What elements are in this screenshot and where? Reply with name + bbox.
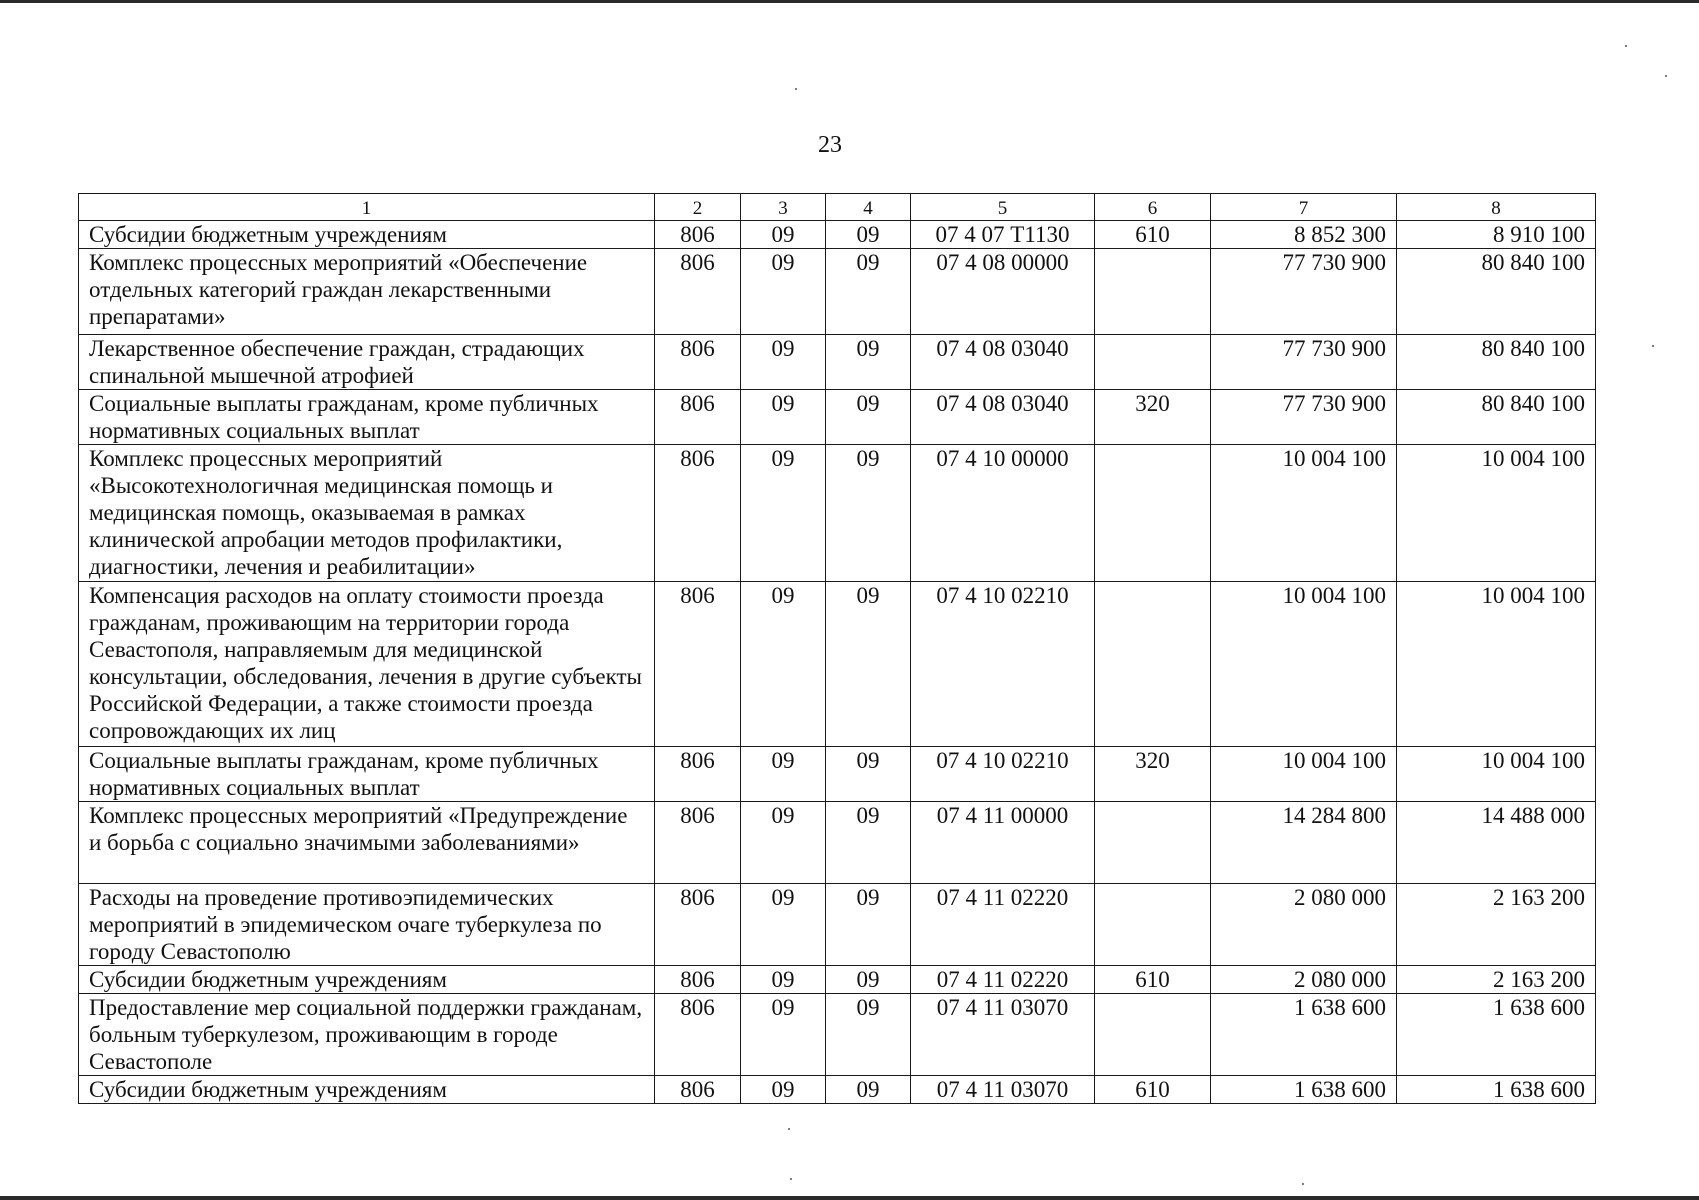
- row-code-4: 09: [826, 966, 911, 994]
- column-header-5: 5: [911, 194, 1095, 221]
- row-amount-8: 2 163 200: [1397, 966, 1596, 994]
- column-header-4: 4: [826, 194, 911, 221]
- row-amount-8: 10 004 100: [1397, 445, 1596, 582]
- row-description: Предоставление мер социальной поддержки гражданам, больным туберкулезом, проживающим в городе Севастополе: [79, 994, 655, 1076]
- top-scan-border: [0, 0, 1699, 3]
- row-code-6: [1095, 884, 1211, 966]
- row-description: Расходы на проведение противоэпидемических мероприятий в эпидемическом очаге туберкулеза по городу Севастополю: [79, 884, 655, 966]
- scan-speck: [1302, 1183, 1304, 1185]
- row-code-3: 09: [741, 249, 826, 335]
- row-code-6: [1095, 994, 1211, 1076]
- row-code-4: 09: [826, 221, 911, 249]
- scan-speck: [788, 1128, 790, 1130]
- row-amount-7: 10 004 100: [1211, 747, 1397, 802]
- column-header-3: 3: [741, 194, 826, 221]
- row-code-5: 07 4 10 02210: [911, 582, 1095, 747]
- row-code-2: 806: [655, 249, 741, 335]
- row-code-6: 610: [1095, 966, 1211, 994]
- table-row: [79, 994, 1596, 1076]
- page-number: 23: [818, 132, 842, 158]
- row-code-6: 320: [1095, 747, 1211, 802]
- scan-speck: [1625, 45, 1627, 47]
- row-amount-7: 10 004 100: [1211, 582, 1397, 747]
- row-description: Комплекс процессных мероприятий «Обеспечение отдельных категорий граждан лекарственными препаратами»: [79, 249, 655, 335]
- row-code-6: [1095, 249, 1211, 335]
- row-code-4: 09: [826, 994, 911, 1076]
- row-code-3: 09: [741, 1076, 826, 1104]
- budget-table: [78, 193, 1596, 1104]
- row-code-5: 07 4 08 03040: [911, 390, 1095, 445]
- row-amount-7: 2 080 000: [1211, 966, 1397, 994]
- row-code-6: 610: [1095, 221, 1211, 249]
- row-code-2: 806: [655, 390, 741, 445]
- row-code-5: 07 4 07 Т1130: [911, 221, 1095, 249]
- row-code-5: 07 4 11 03070: [911, 994, 1095, 1076]
- row-code-4: 09: [826, 249, 911, 335]
- row-code-6: 320: [1095, 390, 1211, 445]
- scan-speck: [790, 1178, 792, 1180]
- table-row: [79, 802, 1596, 884]
- row-code-5: 07 4 10 00000: [911, 445, 1095, 582]
- table-header-row: [79, 194, 1596, 221]
- row-code-5: 07 4 08 00000: [911, 249, 1095, 335]
- bottom-scan-border: [0, 1196, 1699, 1200]
- row-amount-7: 2 080 000: [1211, 884, 1397, 966]
- row-description: Субсидии бюджетным учреждениям: [79, 221, 655, 249]
- row-code-4: 09: [826, 802, 911, 884]
- table-row: [79, 249, 1596, 335]
- table-row: [79, 335, 1596, 390]
- row-code-3: 09: [741, 221, 826, 249]
- row-amount-7: 8 852 300: [1211, 221, 1397, 249]
- table-row: [79, 747, 1596, 802]
- table-row: [79, 221, 1596, 249]
- row-description: Комплекс процессных мероприятий «Предупреждение и борьба с социально значимыми заболеваниями»: [79, 802, 655, 884]
- row-code-5: 07 4 08 03040: [911, 335, 1095, 390]
- column-header-7: 7: [1211, 194, 1397, 221]
- column-header-2: 2: [655, 194, 741, 221]
- row-code-2: 806: [655, 582, 741, 747]
- row-amount-8: 1 638 600: [1397, 994, 1596, 1076]
- row-code-3: 09: [741, 994, 826, 1076]
- column-header-6: 6: [1095, 194, 1211, 221]
- row-code-3: 09: [741, 445, 826, 582]
- row-amount-8: 14 488 000: [1397, 802, 1596, 884]
- scan-speck: [795, 88, 797, 90]
- row-amount-7: 1 638 600: [1211, 994, 1397, 1076]
- row-code-3: 09: [741, 802, 826, 884]
- row-code-2: 806: [655, 335, 741, 390]
- scan-speck: [1652, 345, 1654, 347]
- row-code-4: 09: [826, 390, 911, 445]
- row-code-6: [1095, 335, 1211, 390]
- row-amount-8: 80 840 100: [1397, 390, 1596, 445]
- row-description: Социальные выплаты гражданам, кроме публичных нормативных социальных выплат: [79, 747, 655, 802]
- row-code-4: 09: [826, 335, 911, 390]
- row-code-2: 806: [655, 445, 741, 582]
- row-code-5: 07 4 11 02220: [911, 966, 1095, 994]
- row-code-4: 09: [826, 884, 911, 966]
- row-amount-8: 80 840 100: [1397, 249, 1596, 335]
- row-amount-8: 1 638 600: [1397, 1076, 1596, 1104]
- row-code-2: 806: [655, 747, 741, 802]
- row-code-2: 806: [655, 966, 741, 994]
- row-description: Компенсация расходов на оплату стоимости проезда гражданам, проживающим на территории города Севастополя, направляемым для медицинской консультации, обследования, лечения в другие субъекты Российской Федерации, а также стоимости проезда сопровождающих их лиц: [79, 582, 655, 747]
- table-body: [79, 194, 1596, 1104]
- row-code-3: 09: [741, 884, 826, 966]
- row-code-2: 806: [655, 994, 741, 1076]
- table-row: [79, 1076, 1596, 1104]
- table-row: [79, 966, 1596, 994]
- row-code-6: [1095, 802, 1211, 884]
- row-code-4: 09: [826, 1076, 911, 1104]
- row-description: Социальные выплаты гражданам, кроме публичных нормативных социальных выплат: [79, 390, 655, 445]
- column-header-1: 1: [79, 194, 655, 221]
- row-code-3: 09: [741, 335, 826, 390]
- row-code-5: 07 4 11 03070: [911, 1076, 1095, 1104]
- row-amount-8: 10 004 100: [1397, 747, 1596, 802]
- table-row: [79, 390, 1596, 445]
- row-description: Лекарственное обеспечение граждан, страдающих спинальной мышечной атрофией: [79, 335, 655, 390]
- column-header-8: 8: [1397, 194, 1596, 221]
- row-code-4: 09: [826, 445, 911, 582]
- row-code-2: 806: [655, 1076, 741, 1104]
- scan-speck: [1665, 75, 1667, 77]
- table-row: [79, 884, 1596, 966]
- row-code-5: 07 4 11 00000: [911, 802, 1095, 884]
- row-amount-7: 1 638 600: [1211, 1076, 1397, 1104]
- row-code-4: 09: [826, 747, 911, 802]
- row-amount-7: 77 730 900: [1211, 249, 1397, 335]
- row-code-3: 09: [741, 390, 826, 445]
- row-code-2: 806: [655, 884, 741, 966]
- row-amount-7: 77 730 900: [1211, 335, 1397, 390]
- row-amount-7: 10 004 100: [1211, 445, 1397, 582]
- row-code-5: 07 4 10 02210: [911, 747, 1095, 802]
- row-code-6: [1095, 582, 1211, 747]
- row-amount-8: 10 004 100: [1397, 582, 1596, 747]
- row-code-3: 09: [741, 582, 826, 747]
- row-code-6: 610: [1095, 1076, 1211, 1104]
- row-code-4: 09: [826, 582, 911, 747]
- row-code-2: 806: [655, 221, 741, 249]
- row-code-5: 07 4 11 02220: [911, 884, 1095, 966]
- row-code-2: 806: [655, 802, 741, 884]
- row-amount-7: 77 730 900: [1211, 390, 1397, 445]
- row-amount-8: 80 840 100: [1397, 335, 1596, 390]
- table-row: [79, 582, 1596, 747]
- row-description: Комплекс процессных мероприятий «Высокотехнологичная медицинская помощь и медицинская помощь, оказываемая в рамках клинической апробации методов профилактики, диагностики, лечения и реабилитации»: [79, 445, 655, 582]
- row-code-6: [1095, 445, 1211, 582]
- row-description: Субсидии бюджетным учреждениям: [79, 1076, 655, 1104]
- row-code-3: 09: [741, 747, 826, 802]
- table-row: [79, 445, 1596, 582]
- row-amount-8: 2 163 200: [1397, 884, 1596, 966]
- row-amount-7: 14 284 800: [1211, 802, 1397, 884]
- row-amount-8: 8 910 100: [1397, 221, 1596, 249]
- row-code-3: 09: [741, 966, 826, 994]
- row-description: Субсидии бюджетным учреждениям: [79, 966, 655, 994]
